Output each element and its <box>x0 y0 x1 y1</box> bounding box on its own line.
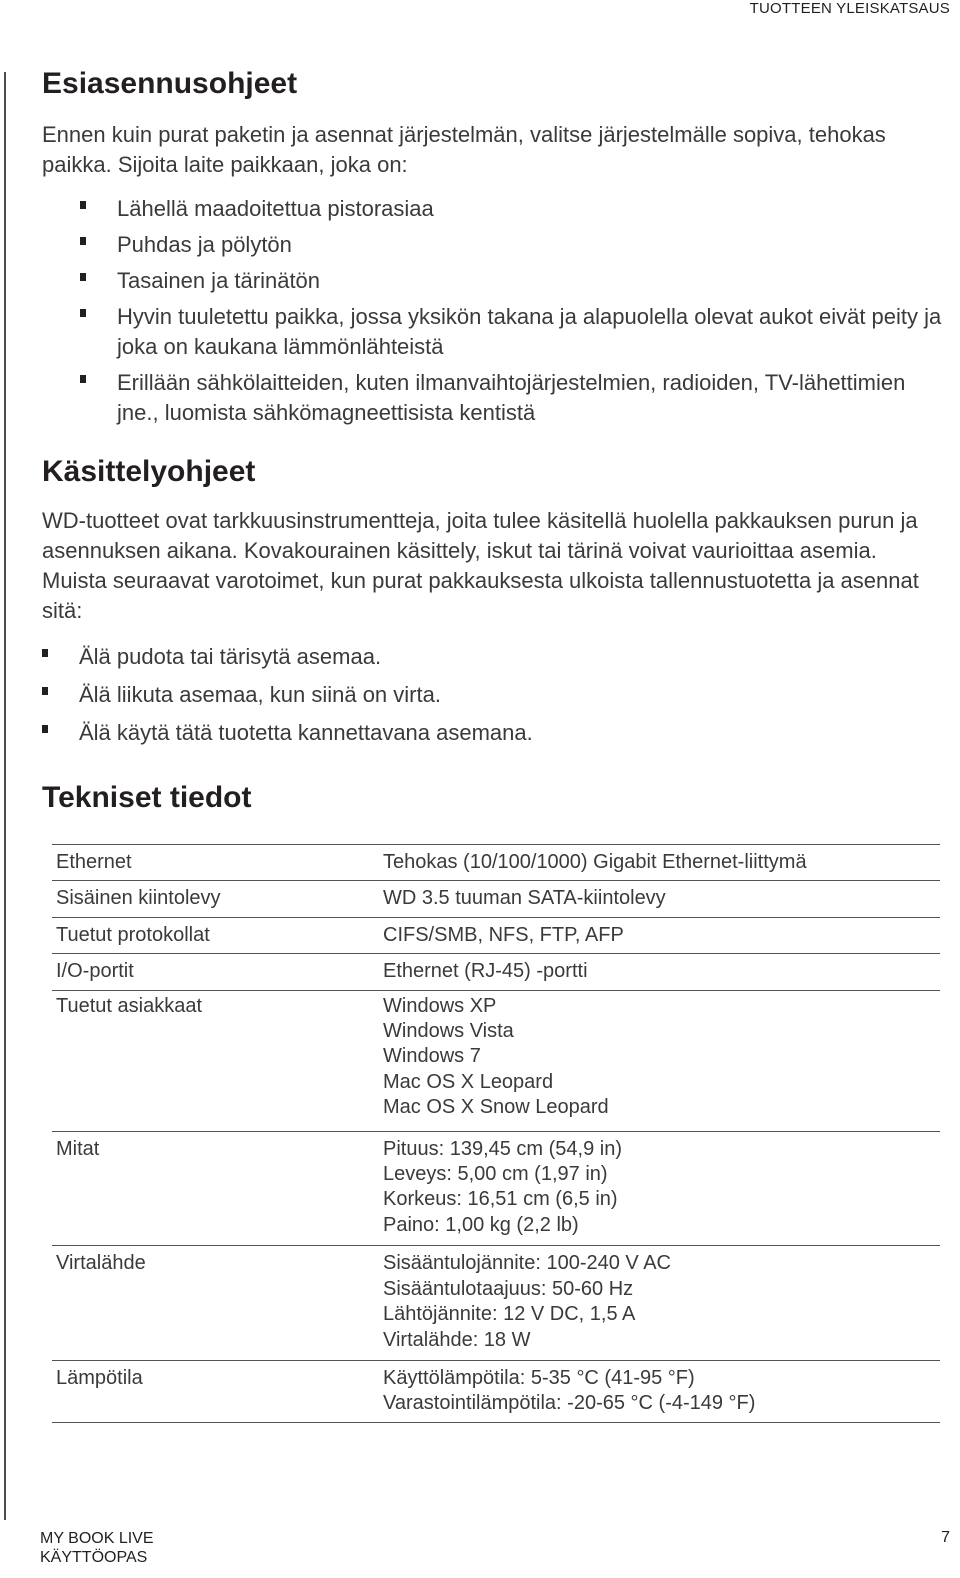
left-margin-rule <box>4 72 6 1520</box>
page-number: 7 <box>941 1529 950 1546</box>
handling-heading: Käsittelyohjeet <box>42 455 256 488</box>
specs-heading: Tekniset tiedot <box>42 781 252 814</box>
bullet-icon <box>80 375 86 383</box>
preinstall-heading: Esiasennusohjeet <box>42 67 298 100</box>
spec-value-line: Virtalähde: 18 W <box>383 1328 531 1351</box>
spec-value <box>383 1131 940 1246</box>
list-item: Älä pudota tai tärisytä asemaa. <box>42 642 947 672</box>
bullet-icon <box>80 273 86 281</box>
spec-row <box>52 881 940 917</box>
spec-label: Lämpötila <box>56 1366 143 1389</box>
list-item: Erillään sähkölaitteiden, kuten ilmanvaihtojärjestelmien, radioiden, TV-lähettimien jne., luomista sähkömagneettisista kentistä <box>42 368 947 428</box>
spec-value-line: Varastointilämpötila: -20-65 °C (-4-149 °F) <box>383 1392 756 1415</box>
spec-value-line: Käyttölämpötila: 5-35 °C (41-95 °F) <box>383 1366 695 1389</box>
spec-value-line: Mac OS X Snow Leopard <box>383 1096 609 1119</box>
bullet-icon <box>42 687 48 695</box>
spec-value-line: Lähtöjännite: 12 V DC, 1,5 A <box>383 1303 636 1326</box>
handling-intro: WD-tuotteet ovat tarkkuusinstrumentteja, joita tulee käsitellä huolella pakkauksen purun ja asennuksen aikana. Kovakourainen käsittely, iskut tai tärinä voivat vaurioittaa asemia. Muista seuraavat varotoimet, kun purat pakkauksesta ulkoista tallennustuotetta ja asennat sitä: <box>42 508 919 623</box>
spec-value-line: Sisääntulotaajuus: 50-60 Hz <box>383 1277 634 1300</box>
bullet-icon <box>80 237 86 245</box>
handling-list <box>42 642 947 748</box>
footer <box>40 1529 154 1567</box>
bullet-icon <box>80 309 86 317</box>
spec-value <box>383 990 940 1131</box>
spec-value <box>383 881 940 917</box>
spec-label: I/O-portit <box>56 960 134 983</box>
bullet-icon <box>42 649 48 657</box>
spec-value <box>383 917 940 953</box>
page-content <box>42 66 947 816</box>
preinstall-list <box>42 194 947 428</box>
list-item: Hyvin tuuletettu paikka, jossa yksikön takana ja alapuolella olevat aukot eivät peity ja joka on kaukana lämmönlähteistä <box>42 302 947 362</box>
spec-value-line: Leveys: 5,00 cm (1,97 in) <box>383 1163 608 1186</box>
spec-value-line: Windows XP <box>383 994 497 1017</box>
list-item: Tasainen ja tärinätön <box>42 266 947 296</box>
bullet-icon <box>42 725 48 733</box>
specs-table <box>52 844 940 1423</box>
spec-value-line: Korkeus: 16,51 cm (6,5 in) <box>383 1188 618 1211</box>
spec-value-line: WD 3.5 tuuman SATA-kiintolevy <box>383 887 666 910</box>
spec-label: Virtalähde <box>56 1252 146 1275</box>
spec-label: Tuetut asiakkaat <box>56 994 203 1017</box>
spec-value <box>383 1246 940 1361</box>
spec-value-line: Tehokas (10/100/1000) Gigabit Ethernet-liittymä <box>383 851 807 873</box>
list-item: Lähellä maadoitettua pistorasiaa <box>42 194 947 224</box>
spec-label: Mitat <box>56 1137 100 1160</box>
spec-label: Ethernet <box>56 851 132 873</box>
spec-value <box>383 845 940 881</box>
footer-doc-title: KÄYTTÖOPAS <box>40 1549 148 1566</box>
spec-row <box>52 1246 940 1361</box>
spec-value <box>383 1360 940 1422</box>
preinstall-intro: Ennen kuin purat paketin ja asennat järjestelmän, valitse järjestelmälle sopiva, tehokas paikka. Sijoita laite paikkaan, joka on: <box>42 122 886 177</box>
running-header: TUOTTEEN YLEISKATSAUS <box>749 0 950 17</box>
list-item: Älä käytä tätä tuotetta kannettavana asemana. <box>42 718 947 748</box>
spec-value-line: Pituus: 139,45 cm (54,9 in) <box>383 1137 623 1160</box>
spec-row <box>52 845 940 881</box>
list-item: Älä liikuta asemaa, kun siinä on virta. <box>42 680 947 710</box>
spec-row <box>52 954 940 990</box>
footer-product: MY BOOK LIVE <box>40 1530 154 1547</box>
spec-value-line: Ethernet (RJ-45) -portti <box>383 960 588 983</box>
spec-value-line: Windows 7 <box>383 1045 481 1068</box>
spec-value-line: Sisääntulojännite: 100-240 V AC <box>383 1252 671 1275</box>
specs-table-body <box>52 845 940 1423</box>
spec-value-line: Windows Vista <box>383 1020 514 1043</box>
spec-value-line: Paino: 1,00 kg (2,2 lb) <box>383 1213 579 1236</box>
spec-value-line: Mac OS X Leopard <box>383 1070 554 1093</box>
spec-row <box>52 1360 940 1422</box>
spec-row <box>52 1131 940 1246</box>
list-item: Puhdas ja pölytön <box>42 230 947 260</box>
spec-value-line: CIFS/SMB, NFS, FTP, AFP <box>383 923 624 946</box>
bullet-icon <box>80 201 86 209</box>
spec-label: Sisäinen kiintolevy <box>56 887 221 910</box>
spec-row <box>52 990 940 1131</box>
spec-label: Tuetut protokollat <box>56 923 210 946</box>
spec-value <box>383 954 940 990</box>
spec-row <box>52 917 940 953</box>
